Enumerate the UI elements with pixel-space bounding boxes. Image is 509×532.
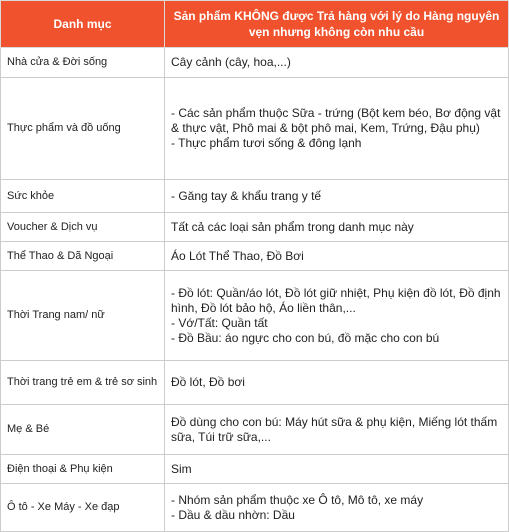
- restricted-products-cell: [165, 361, 509, 405]
- restricted-products-cell: [165, 48, 509, 78]
- product-line: - Vớ/Tất: Quần tất: [171, 315, 268, 330]
- product-line: Đồ dùng cho con bú: Máy hút sữa & phụ kiện, Miếng lót thấm sữa, Túi trữ sữa,...: [171, 414, 498, 444]
- category-cell: Mẹ & Bé: [1, 405, 165, 455]
- table-row: [1, 361, 509, 405]
- restricted-products-cell: [165, 180, 509, 213]
- product-line: - Các sản phẩm thuộc Sữa - trứng (Bột kem béo, Bơ động vật & thực vật, Phô mai & bột phô mai, Kem, Trứng, Đậu phụ): [171, 106, 501, 135]
- product-line: - Thực phẩm tươi sống & đông lạnh: [171, 136, 362, 150]
- category-cell: Voucher & Dịch vụ: [1, 213, 165, 242]
- table-row: [1, 455, 509, 484]
- category-cell: Điện thoại & Phụ kiện: [1, 455, 165, 484]
- category-cell: Thể Thao & Dã Ngoại: [1, 242, 165, 271]
- category-cell: Nhà cửa & Đời sống: [1, 48, 165, 78]
- restricted-products-cell: [165, 405, 509, 455]
- table-header-row: [1, 1, 509, 48]
- product-line: - Găng tay & khẩu trang y tế: [171, 188, 322, 203]
- table-row: [1, 48, 509, 78]
- table-row: [1, 180, 509, 213]
- table-row: [1, 242, 509, 271]
- product-line: - Dầu & dầu nhờn: Dầu: [171, 507, 295, 522]
- category-cell: Sức khỏe: [1, 180, 165, 213]
- product-line: Đồ lót, Đồ bơi: [171, 375, 245, 389]
- product-line: Tất cả các loại sản phẩm trong danh mục này: [171, 219, 414, 234]
- product-line: Sim: [171, 461, 192, 476]
- product-line: Áo Lót Thể Thao, Đồ Bơi: [171, 248, 304, 263]
- product-line: Cây cảnh (cây, hoa,...): [171, 55, 291, 69]
- restricted-products-cell: [165, 271, 509, 361]
- category-cell: Ô tô - Xe Máy - Xe đạp: [1, 484, 165, 532]
- category-cell: Thời Trang nam/ nữ: [1, 271, 165, 361]
- product-line: - Nhóm sản phẩm thuộc xe Ô tô, Mô tô, xe máy: [171, 492, 424, 507]
- table-row: [1, 78, 509, 180]
- product-line: - Đồ lót: Quần/áo lót, Đồ lót giữ nhiệt, Phụ kiện đồ lót, Đồ định hình, Đồ lót bảo hộ, Áo liền thân,...: [171, 285, 501, 315]
- restricted-products-cell: [165, 78, 509, 180]
- product-line: - Đồ Bầu: áo ngực cho con bú, đồ mặc cho con bú: [171, 330, 440, 345]
- column-header-non-returnable: Sản phẩm KHÔNG được Trả hàng với lý do Hàng nguyên vẹn nhưng không còn nhu cầu: [165, 1, 509, 48]
- table-row: [1, 213, 509, 242]
- category-cell: Thời trang trẻ em & trẻ sơ sinh: [1, 361, 165, 405]
- restricted-products-cell: [165, 455, 509, 484]
- category-cell: Thực phẩm và đồ uống: [1, 78, 165, 180]
- restricted-products-cell: [165, 484, 509, 532]
- restricted-products-cell: [165, 213, 509, 242]
- table-row: [1, 484, 509, 532]
- column-header-category: Danh mục: [1, 1, 165, 48]
- table-row: [1, 271, 509, 361]
- table-row: [1, 405, 509, 455]
- restricted-products-cell: [165, 242, 509, 271]
